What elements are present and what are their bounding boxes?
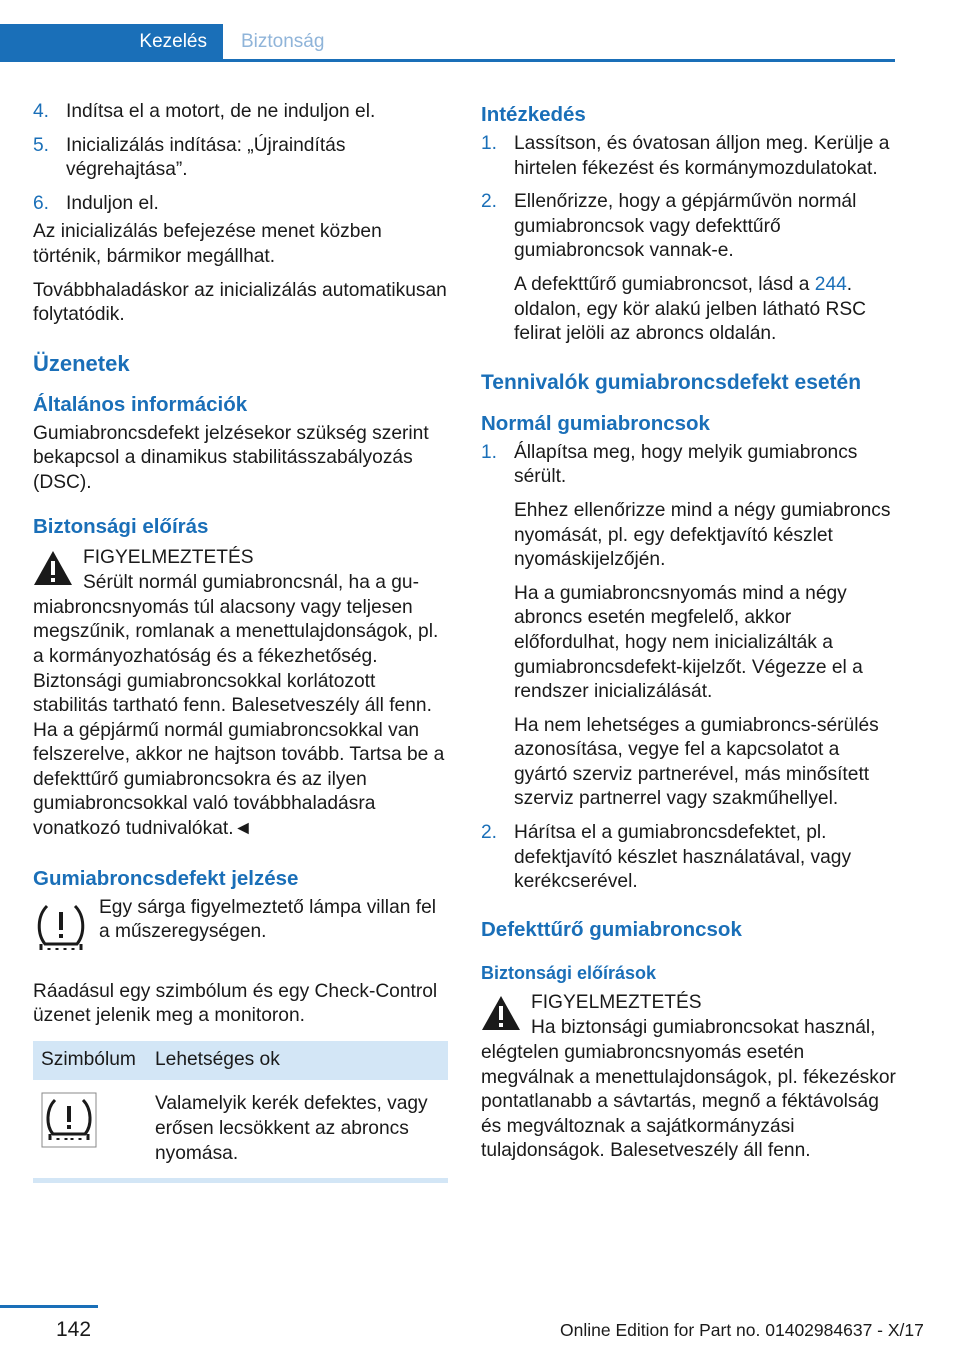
table-header-cause: Lehetséges ok — [147, 1041, 448, 1081]
list-item: 4. Indítsa el a motort, de ne induljon el. — [33, 101, 376, 122]
step-list — [481, 441, 896, 490]
step-list — [33, 100, 448, 216]
warning-title: FIGYELMEZTETÉS — [83, 546, 254, 568]
warning-block — [481, 991, 896, 1164]
paragraph: Továbbhaladáskor az inicializálás automatikusan folytatódik. — [33, 279, 447, 326]
paragraph: Ha a gumiabroncsnyomás mind a négy abroncs esetén megfelelő, akkor előfordulhat, hogy nem inicializálták a gumiabroncsdefekt-kijelzőt. Végezze el a rendszer inicializálását. — [514, 582, 863, 703]
warning-text: Ha biztonsági gumiabroncsokat használ, — [531, 1017, 876, 1039]
table-header-row — [33, 1041, 448, 1081]
list-item: 1. Állapítsa meg, hogy melyik gumiabroncs sérült. — [481, 441, 858, 488]
heading-altalanos: Általános információk — [33, 392, 248, 416]
heading-jelzes: Gumiabroncsdefekt jelzése — [33, 866, 299, 890]
warning-triangle-icon — [33, 550, 73, 586]
tire-pressure-warning-icon — [33, 900, 89, 954]
step-list — [481, 821, 896, 895]
lamp-row — [33, 896, 448, 966]
page-link-244[interactable]: 244 — [814, 273, 847, 295]
paragraph: Ha nem lehetséges a gumiabroncs-sérülés azonosítása, vegye fel a kapcsolatot a gyártó szerviz partnerével, más minősített szerviz partnerrel vagy szakműhellyel. — [514, 714, 879, 810]
header-divider — [0, 59, 895, 62]
paragraph: A defekttűrő gumiabroncsot, lásd a 244. oldalon, egy kör alakú jelben látható RSC felirat jelöli az abroncs oldalán. — [514, 273, 866, 345]
table-bottom-bar — [33, 1178, 448, 1183]
warning-text: Sérült normál gumiabroncsnál, ha a gu- — [83, 572, 419, 594]
symbol-table — [33, 1041, 448, 1176]
list-item: 2. Hárítsa el a gumiabroncsdefektet, pl. defektjavító készlet használatával, vagy kerékcserével. — [481, 822, 852, 893]
heading-normal: Normál gumiabroncsok — [481, 411, 710, 435]
warning-title: FIGYELMEZTETÉS — [531, 991, 702, 1013]
warning-text: miabroncsnyomás túl alacsony vagy teljesen megszűnik, romlanak a menettulajdonságok, pl. a kormányozhatóság és a fékezhetőség. Biztonsági gumiabroncsokkal korlátozott stabilitás tartható fenn. Balesetveszély áll fenn. Ha a gépjármű normál gumiabroncsokkal van felszerelve, akkor ne hajtson tovább. Tartsa be a defekttűrő gumiabroncsokra és az ilyen gumiabroncsokkal való továbbhaladásra vonatkozó tudnivalókat.◄ — [33, 596, 445, 840]
paragraph: Ehhez ellenőrizze mind a négy gumiabroncs nyomását, pl. egy defektjavító készlet nyomáskijelzőjén. — [514, 499, 891, 571]
heading-intezkedes: Intézkedés — [481, 103, 586, 126]
step-list — [481, 132, 896, 264]
paragraph: Gumiabroncsdefekt jelzésekor szükség szerint bekapcsol a dinamikus stabilitásszabályozás (DSC). — [33, 422, 429, 493]
right-column — [481, 100, 896, 1164]
page-number: 142 — [56, 1318, 92, 1341]
list-item: 2. Ellenőrizze, hogy a gépjárművön normál gumiabroncsok vagy defekttűrő gumiabroncsok vannak-e. — [481, 191, 857, 262]
edition-text: Online Edition for Part no. 01402984637 - X/17 — [560, 1320, 924, 1340]
header-tabs — [0, 24, 895, 62]
tire-pressure-symbol-icon — [41, 1092, 97, 1148]
warning-triangle-icon — [481, 995, 521, 1031]
left-column — [33, 100, 448, 1183]
heading-defekttuero: Defekttűrő gumiabroncsok — [481, 917, 742, 941]
table-cell-cause: Valamelyik kerék defektes, vagy erősen lecsökkent az abroncs nyomása. — [155, 1093, 428, 1164]
heading-tennivalok: Tennivalók gumiabroncsdefekt esetén — [481, 370, 862, 394]
list-item: 5. Inicializálás indítása: „Újraindítás végrehajtása”. — [33, 134, 346, 181]
tab-biztonsag[interactable]: Biztonság — [241, 31, 325, 52]
table-row — [33, 1080, 448, 1176]
lamp-text: Egy sárga figyelmeztető lámpa villan fel a műszeregységen. — [99, 896, 437, 943]
tab-kezeles[interactable]: Kezelés — [0, 24, 223, 60]
list-item: 6. Induljon el. — [33, 192, 159, 214]
heading-uzenetek: Üzenetek — [33, 350, 130, 376]
warning-block — [33, 546, 448, 842]
heading-bizt-eloirasok: Biztonsági előírások — [481, 962, 657, 983]
paragraph: Az inicializálás befejezése menet közben történik, bármikor megállhat. — [33, 221, 382, 267]
heading-biztonsagi: Biztonsági előírás — [33, 514, 209, 538]
paragraph: Ráadásul egy szimbólum és egy Check-Control üzenet jelenik meg a monitoron. — [33, 980, 438, 1027]
list-item: 1. Lassítson, és óvatosan álljon meg. Kerülje a hirtelen fékezést és kormánymozdulatokat. — [481, 133, 890, 179]
warning-text: elégtelen gumiabroncsnyomás esetén megválnak a menettulajdonságok, pl. fékezéskor pontatlanabb a sávtartás, megnő a féktávolság és megváltoznak a sajátkormányzási tulajdonságok. Balesetveszély áll fenn. — [481, 1042, 896, 1162]
table-header-symbol: Szimbólum — [33, 1041, 147, 1081]
footer-divider — [0, 1305, 98, 1308]
